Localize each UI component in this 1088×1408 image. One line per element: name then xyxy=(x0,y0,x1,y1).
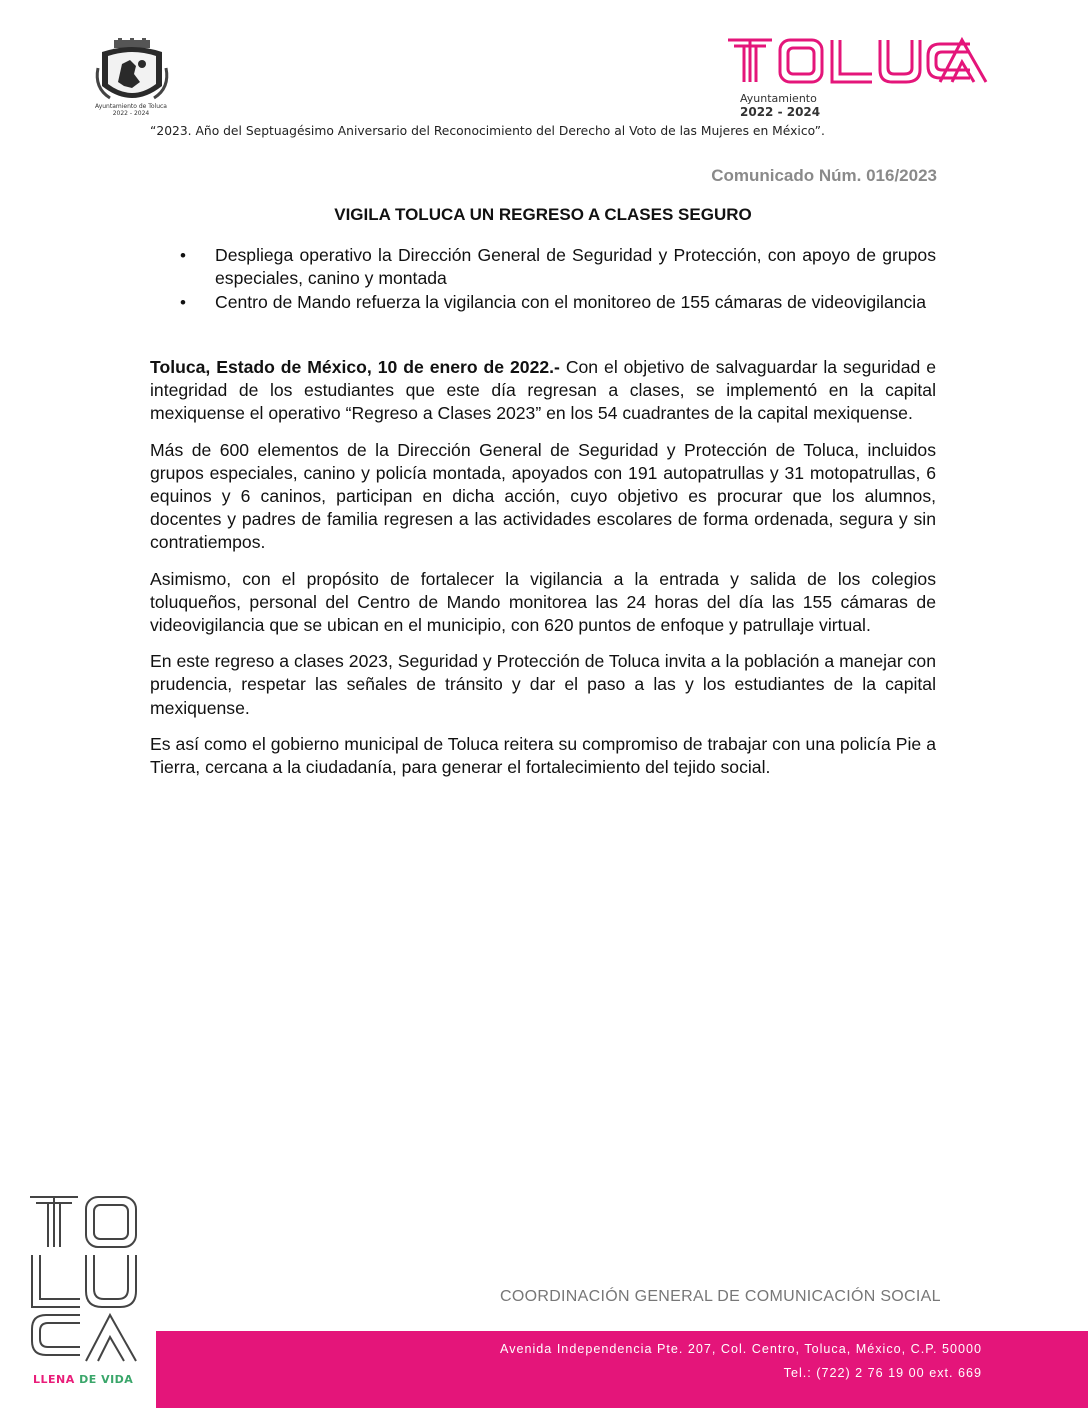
brand-subtitle xyxy=(740,92,820,119)
toluca-brand-logo xyxy=(726,36,988,86)
summary-bullet: • Despliega operativo la Dirección General de Seguridad y Protección, con apoyo de grupos especiales, canino y montada xyxy=(180,244,936,290)
footer-phone: Tel.: (722) 2 76 19 00 ext. 669 xyxy=(783,1366,982,1380)
department-name: COORDINACIÓN GENERAL DE COMUNICACIÓN SOCIAL xyxy=(500,1288,941,1305)
paragraph-2: Más de 600 elementos de la Dirección General de Seguridad y Protección de Toluca, incluidos grupos especiales, canino y policía montada, apoyados con 191 autopatrullas y 31 motopatrullas, 6 equinos y 6 caninos, participan en dicha acción, cuyo objetivo es procurar que los alumnos, docentes y padres de familia regresen a las actividades escolares de forma ordenada, segura y sin contratiempos. xyxy=(150,439,936,553)
dateline: Toluca, Estado de México, 10 de enero de 2022.- xyxy=(150,357,560,377)
footer-slogan xyxy=(33,1373,133,1386)
release-body xyxy=(150,356,936,792)
paragraph-4: En este regreso a clases 2023, Seguridad y Protección de Toluca invita a la población a manejar con prudencia, respetar las señales de tránsito y dar el paso a las y los estudiantes de la capital mexiquense. xyxy=(150,651,936,718)
slogan-part-b: DE VIDA xyxy=(74,1373,134,1386)
release-headline: VIGILA TOLUCA UN REGRESO A CLASES SEGURO xyxy=(334,205,752,224)
paragraph-5: Es así como el gobierno municipal de Toluca reitera su compromiso de trabajar con una policía Pie a Tierra, cercana a la ciudadanía, para generar el fortalecimiento del tejido social. xyxy=(150,733,936,778)
paragraph-3: Asimismo, con el propósito de fortalecer la vigilancia a la entrada y salida de los colegios toluqueños, personal del Centro de Mando monitorea las 24 horas del día las 155 cámaras de videovigilancia que se ubican en el municipio, con 620 puntos de enfoque y patrullaje virtual. xyxy=(150,568,936,636)
toluca-footer-logo xyxy=(28,1195,140,1363)
brand-years: 2022 - 2024 xyxy=(740,105,821,119)
brand-subtitle-line: Ayuntamiento xyxy=(740,92,817,105)
summary-bullet: • Centro de Mando refuerza la vigilancia con el monitoreo de 155 cámaras de videovigilancia xyxy=(180,291,936,314)
release-number: Comunicado Núm. 016/2023 xyxy=(711,166,937,185)
paragraph-1 xyxy=(150,356,936,426)
seal-caption: Ayuntamiento de Toluca 2022 - 2024 xyxy=(95,103,167,117)
paragraph-1-text: Con el objetivo de salvaguardar la seguridad e integridad de los estudiantes que este día regresan a clases, se implementó en la capital mexiquense el operativo “Regreso a Clases 2023” en los 54 cuadrantes de la capital mexiquense. xyxy=(150,357,936,424)
year-motto: “2023. Año del Septuagésimo Aniversario del Reconocimiento del Derecho al Voto de las Mujeres en México”. xyxy=(150,124,825,138)
footer-address: Avenida Independencia Pte. 207, Col. Centro, Toluca, México, C.P. 50000 xyxy=(500,1342,982,1356)
slogan-part-a: LLENA xyxy=(33,1373,75,1386)
summary-bullets xyxy=(180,244,936,315)
